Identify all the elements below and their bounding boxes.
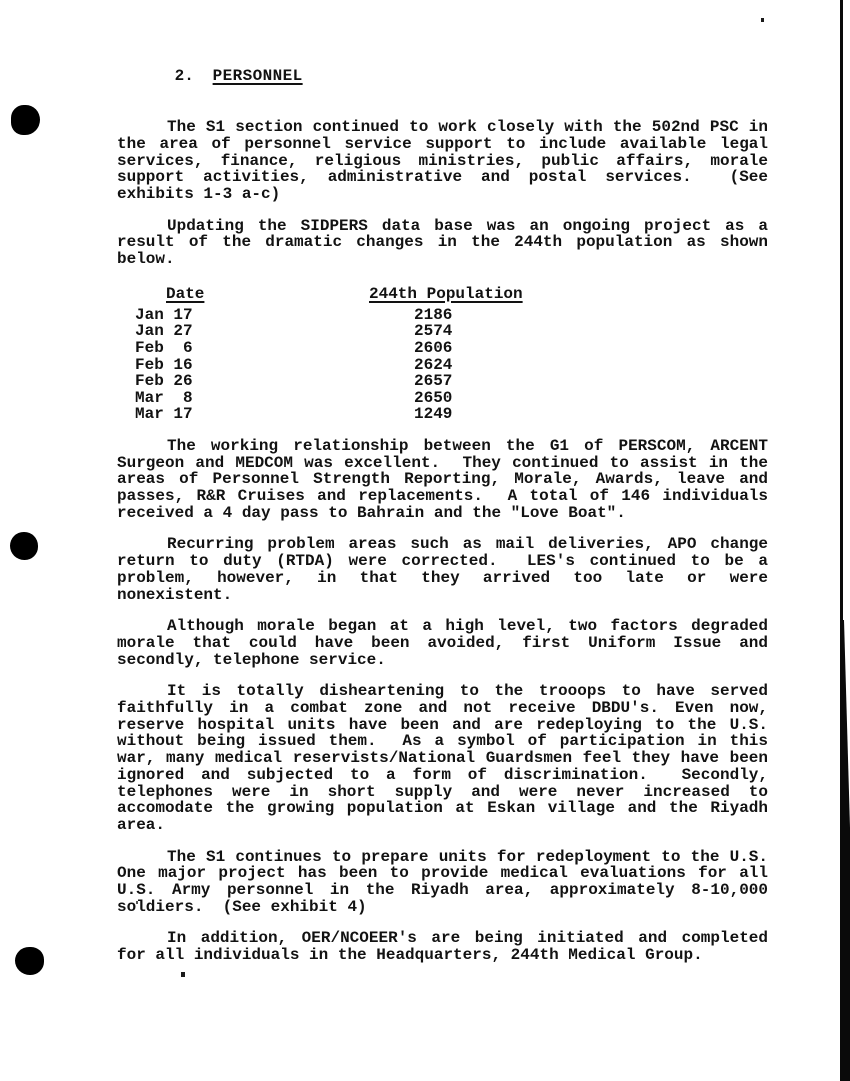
column-header-population: 244th Population xyxy=(369,284,523,303)
cell-population: 1249 xyxy=(414,405,453,424)
text-line: for all individuals in the Headquarters, 244th Medical Group. xyxy=(117,946,703,965)
paragraph xyxy=(117,618,768,668)
cell-date: Jan 17 xyxy=(135,305,193,324)
text-line: ignored and subjected to a form of discrimination. Secondly, xyxy=(117,765,768,784)
text-line: The working relationship between the G1 of PERSCOM, ARCENT xyxy=(167,436,768,455)
table-row xyxy=(117,307,768,324)
paragraph xyxy=(117,119,768,203)
paragraph xyxy=(117,930,768,963)
section-heading xyxy=(117,51,768,101)
table-row xyxy=(117,390,768,407)
column-header-date: Date xyxy=(166,284,205,303)
paragraph xyxy=(117,218,768,268)
document-content xyxy=(117,51,768,964)
text-line: support activities, administrative and postal services. (See xyxy=(117,168,768,187)
scan-edge-shadow xyxy=(842,620,850,1081)
text-line: areas of Personnel Strength Reporting, Morale, Awards, leave and xyxy=(117,470,768,489)
text-line: telephones were in short supply and were never increased to xyxy=(117,782,768,801)
cell-population: 2574 xyxy=(414,322,453,341)
text-line: passes, R&R Cruises and replacements. A total of 146 individuals xyxy=(117,487,768,505)
text-line: war, many medical reservists/National Guardsmen feel they have been xyxy=(117,749,768,768)
text-line: soldiers. (See exhibit 4) xyxy=(117,897,367,916)
text-line: services, finance, religious ministries, public affairs, morale xyxy=(117,151,768,170)
cell-date: Feb 6 xyxy=(135,338,193,357)
paragraph xyxy=(117,849,768,916)
table-row xyxy=(117,357,768,374)
cell-population: 2186 xyxy=(414,305,453,324)
text-line: return to duty (RTDA) were corrected. LES's continued to be a xyxy=(117,552,768,571)
text-line: The S1 continues to prepare units for redeployment to the U.S. xyxy=(167,847,768,866)
scan-speck xyxy=(181,972,185,977)
text-line: accomodate the growing population at Eskan village and the Riyadh xyxy=(117,799,768,818)
text-line: result of the dramatic changes in the 244th population as shown xyxy=(117,233,768,252)
text-line: faithfully in a combat zone and not receive DBDU's. Even now, xyxy=(117,699,768,718)
table-row xyxy=(117,406,768,423)
text-line: morale that could have been avoided, first Uniform Issue and xyxy=(117,633,768,652)
paragraph xyxy=(117,536,768,603)
text-line: Updating the SIDPERS data base was an ongoing project as a xyxy=(167,216,768,235)
cell-population: 2650 xyxy=(414,388,453,407)
hole-punch-mark xyxy=(11,105,40,135)
text-line: In addition, OER/NCOEER's are being initiated and completed xyxy=(167,929,768,948)
scan-speck xyxy=(761,18,764,22)
cell-population: 2657 xyxy=(414,372,453,391)
cell-date: Feb 26 xyxy=(135,372,193,391)
text-line: reserve hospital units have been and are redeploying to the U.S. xyxy=(117,715,768,734)
text-line: the area of personnel service support to include available legal xyxy=(117,134,768,153)
text-line: Recurring problem areas such as mail deliveries, APO change xyxy=(167,535,768,554)
table-row xyxy=(117,373,768,390)
table-row xyxy=(117,323,768,340)
hole-punch-mark xyxy=(15,947,44,975)
cell-date: Feb 16 xyxy=(135,355,193,374)
text-line: U.S. Army personnel in the Riyadh area, approximately 8-10,000 xyxy=(117,881,768,900)
hole-punch-mark xyxy=(10,532,38,560)
document-body xyxy=(117,119,768,964)
table-rows xyxy=(117,307,768,423)
text-line: without being issued them. As a symbol of participation in this xyxy=(117,732,768,751)
text-line: area. xyxy=(117,815,166,834)
text-line: secondly, telephone service. xyxy=(117,650,386,669)
section-number: 2. xyxy=(174,66,194,85)
text-line: received a 4 day pass to Bahrain and the "Love Boat". xyxy=(117,503,626,522)
text-line: below. xyxy=(117,250,175,269)
cell-date: Mar 8 xyxy=(135,388,193,407)
cell-population: 2624 xyxy=(414,355,453,374)
cell-population: 2606 xyxy=(414,338,453,357)
text-line: exhibits 1-3 a-c) xyxy=(117,184,281,203)
text-line: nonexistent. xyxy=(117,585,233,604)
table-row xyxy=(117,340,768,357)
cell-date: Mar 17 xyxy=(135,405,193,424)
population-table xyxy=(117,286,768,423)
text-line: One major project has been to provide medical evaluations for all xyxy=(117,864,768,883)
paragraph xyxy=(117,683,768,833)
cell-date: Jan 27 xyxy=(135,322,193,341)
paragraph xyxy=(117,438,768,522)
text-line: The S1 section continued to work closely with the 502nd PSC in xyxy=(167,118,768,137)
text-line: problem, however, in that they arrived too late or were xyxy=(117,568,768,587)
text-line: Surgeon and MEDCOM was excellent. They continued to assist in the xyxy=(117,453,768,472)
section-title: PERSONNEL xyxy=(212,66,303,85)
text-line: Although morale began at a high level, two factors degraded xyxy=(167,617,768,636)
table-header-row xyxy=(117,286,768,303)
text-line: It is totally disheartening to the trooops to have served xyxy=(167,682,768,701)
